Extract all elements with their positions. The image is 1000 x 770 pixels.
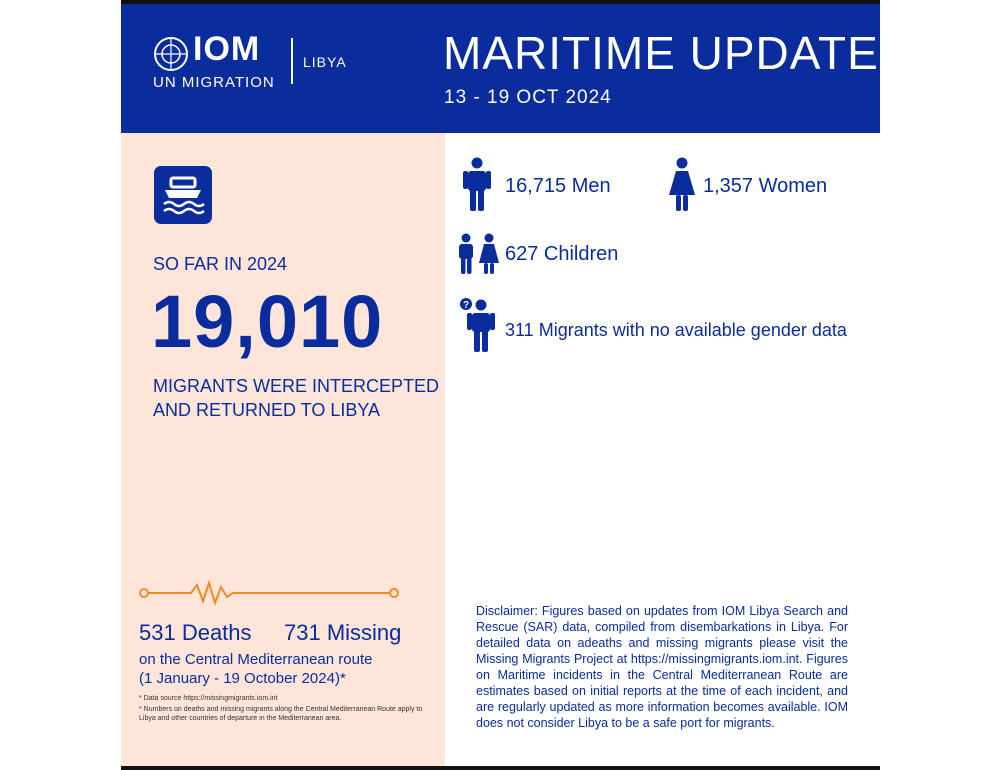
boat-icon [154,166,212,224]
logo-text: IOM [193,30,261,68]
source-note: * Data source https://missingmigrants.iom.int [139,695,278,702]
scope-note: * Numbers on deaths and missing migrants along the Central Mediterranean Route apply to Libya and other countries of departure in the Mediterranean area. [139,706,423,722]
period-label: SO FAR IN 2024 [153,254,288,274]
intercepted-description: MIGRANTS WERE INTERCEPTED AND RETURNED TO LIBYA [153,376,440,420]
unknown-gender-count: 311 Migrants with no available gender data [505,320,847,340]
header-banner [121,4,880,133]
children-count: 627 Children [505,243,619,265]
man-icon [463,157,491,213]
total-intercepted: 19,010 [151,280,384,363]
date-range: 13 - 19 OCT 2024 [444,87,612,108]
heartbeat-line-icon [139,579,399,607]
deaths-count: 531 Deaths [139,620,252,645]
logo-divider [291,38,293,84]
country-label: LIBYA [303,54,347,70]
bottom-border [121,766,880,770]
iom-emblem-icon [153,36,189,72]
disclaimer-text: Disclaimer: Figures based on updates from IOM Libya Search and Rescue (SAR) data, compiled from disembarkations in Libya. For detailed data on adeaths and missing migrants please visit the Missing Migrants Project at https://missingmigrants.iom.int. Figures on Maritime incidents in the Central Mediterranean Route are estimates based on initial reports at the time of each incident, and are regularly updated as more information becomes available. IOM does not consider Libya to be a safe port for migrants. [476,604,848,730]
unknown-gender-icon [459,297,495,353]
children-icon [455,233,501,275]
route-label: on the Central Mediterranean route [139,651,373,668]
casualty-period: (1 January - 19 October 2024)* [139,670,346,687]
page-title: MARITIME UPDATE [443,27,879,79]
summary-panel [121,133,445,766]
women-count: 1,357 Women [703,175,828,197]
men-count: 16,715 Men [505,175,611,197]
logo-subtitle: UN MIGRATION [153,74,275,91]
woman-icon [668,157,696,213]
missing-count: 731 Missing [284,620,402,645]
svg-text:?: ? [462,300,470,311]
